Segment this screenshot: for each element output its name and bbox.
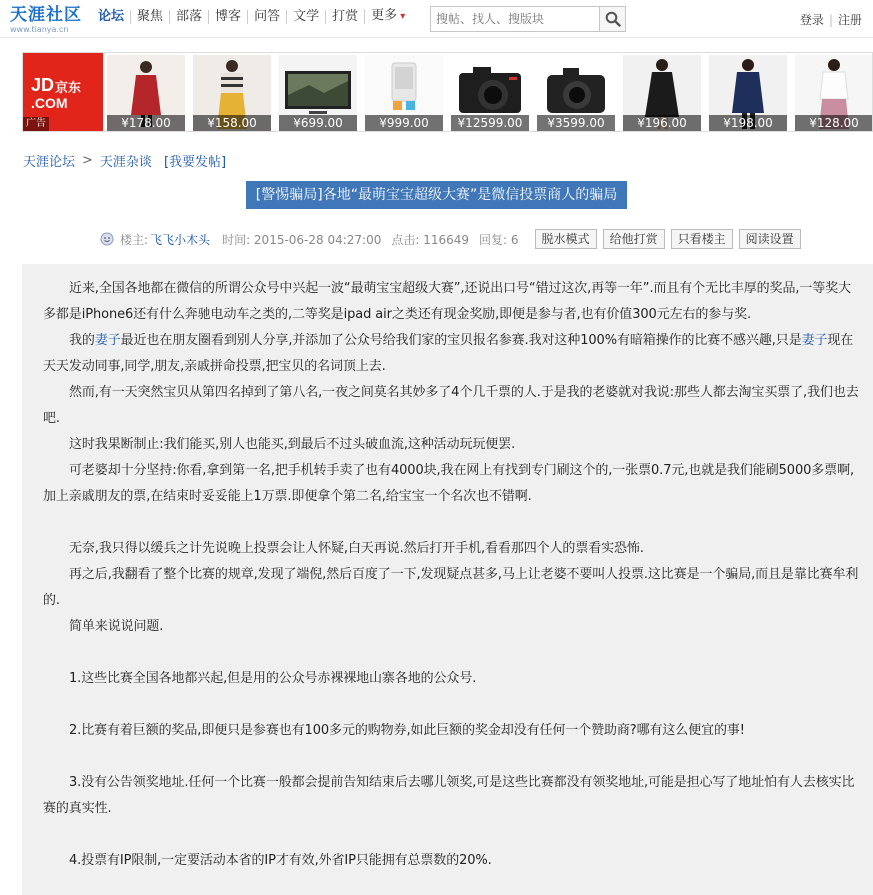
only-author-button[interactable]: 只看楼主 <box>671 229 733 249</box>
logo-url: www.tianya.cn <box>10 25 69 34</box>
auth-divider: | <box>828 13 833 27</box>
tip-author-button[interactable]: 给他打赏 <box>603 229 665 249</box>
paragraph-text: 现在天天发动同事,同学,朋友,亲戚拼命投票,把宝贝的名词顶上去. <box>43 333 854 374</box>
post-time: 时间: 2015-06-28 04:27:00 <box>222 232 382 247</box>
paragraph-text: 最近也在朋友圈看到别人分享,并添加了公众号给我们家的宝贝报名参赛.我对这种100%有暗箱操作的比赛不感兴趣,只是 <box>120 333 802 348</box>
author-link[interactable]: 飞飞小木头 <box>150 232 211 247</box>
ad-product[interactable] <box>537 55 615 131</box>
ad-product[interactable] <box>193 55 271 131</box>
paragraph: 这时我果断制止:我们能买,别人也能买,到最后不过头破血流,这种活动玩玩便罢. <box>69 437 516 452</box>
search-button[interactable] <box>599 7 625 31</box>
product-price: ¥128.00 <box>795 115 873 131</box>
paragraph: 无奈,我只得以缓兵之计先说晚上投票会让人怀疑,白天再说.然后打开手机,看看那四个人的票看实恐怖. <box>69 541 644 556</box>
search-input[interactable] <box>431 7 599 31</box>
breadcrumb-separator: > <box>82 153 93 168</box>
jd-brand-com: .COM <box>31 95 68 111</box>
nav-item-forum[interactable]: 论坛 <box>98 8 125 24</box>
post-title: [警惕骗局]各地“最萌宝宝超级大赛”是微信投票商人的骗局 <box>246 181 627 209</box>
paragraph: 近来,全国各地都在微信的所谓公众号中兴起一波“最萌宝宝超级大赛”,还说出口号“错过这次,再等一年”.而且有个无比丰厚的奖品,一等奖大多都是iPhone6还有什么奔驰电动车之类的,二等奖是ipad air之类还有现金奖励,即便是参与者,也有价值300元左右的参与奖. <box>43 281 852 322</box>
product-price: ¥198.00 <box>709 115 787 131</box>
paragraph: 1.这些比赛全国各地都兴起,但是用的公众号赤裸裸地山寨各地的公众号. <box>69 671 477 686</box>
paragraph: 然而,有一天突然宝贝从第四名掉到了第八名,一夜之间莫名其妙多了4个几千票的人.于是我的老婆就对我说:那些人都去淘宝买票了,我们也去吧. <box>43 385 859 426</box>
ad-product[interactable] <box>795 55 873 131</box>
top-navigation-bar <box>0 0 873 38</box>
ad-label: 广告 <box>23 117 49 131</box>
post-meta <box>100 229 801 249</box>
ad-product[interactable] <box>365 55 443 131</box>
paragraph: 4.投票有IP限制,一定要活动本省的IP才有效,外省IP只能拥有总票数的20%. <box>69 853 492 868</box>
click-count: 点击: 116649 <box>391 232 470 247</box>
ad-product[interactable] <box>451 55 529 131</box>
product-price: ¥3599.00 <box>537 115 615 131</box>
nav-item-focus[interactable]: 聚焦 <box>130 10 169 24</box>
nav-item-blog[interactable]: 博客 <box>208 10 247 24</box>
paragraph: 简单来说说问题. <box>69 619 164 634</box>
blank-line <box>43 822 861 848</box>
nav-item-literature[interactable]: 文学 <box>286 10 325 24</box>
ad-product[interactable] <box>623 55 701 131</box>
product-price: ¥158.00 <box>193 115 271 131</box>
paragraph: 3.没有公告领奖地址.任何一个比赛一般都会提前告知结束后去哪儿领奖,可是这些比赛都没有领奖地址,可能是担心写了地址怕有人去核实比赛的真实性. <box>43 775 855 816</box>
dehydrate-mode-button[interactable]: 脱水模式 <box>535 229 597 249</box>
nav-item-more[interactable]: 更多 ▾ <box>364 9 411 24</box>
breadcrumb-forum-link[interactable]: 天涯论坛 <box>23 155 76 170</box>
paragraph-text: 我的 <box>69 333 95 348</box>
jd-ad-banner[interactable] <box>22 52 873 132</box>
paragraph: 再之后,我翻看了整个比赛的规章,发现了端倪,然后百度了一下,发现疑点甚多,马上让老婆不要叫人投票.这比赛是一个骗局,而且是靠比赛牟利的. <box>43 567 859 608</box>
breadcrumb <box>23 151 226 170</box>
search-box <box>430 6 626 32</box>
paragraph: 2.比赛有着巨额的奖品,即便只是参赛也有100多元的购物券,如此巨额的奖金却没有任何一个赞助商?哪有这么便宜的事! <box>69 723 745 738</box>
product-price: ¥178.00 <box>107 115 185 131</box>
nav-item-qa[interactable]: 问答 <box>247 10 286 24</box>
nav-item-reward[interactable]: 打赏 <box>325 10 364 24</box>
ad-product[interactable] <box>107 55 185 131</box>
jd-brand-cn: 京东 <box>55 81 82 96</box>
login-link[interactable]: 登录 <box>799 13 824 27</box>
new-post-link[interactable]: [我要发帖] <box>163 155 227 170</box>
search-icon <box>605 11 621 27</box>
product-price: ¥196.00 <box>623 115 701 131</box>
smiley-icon <box>100 232 114 246</box>
keyword-link[interactable]: 妻子 <box>801 333 828 348</box>
blank-line <box>43 744 861 770</box>
blank-line <box>43 692 861 718</box>
ad-product[interactable] <box>279 55 357 131</box>
logo-text: 天涯社区 <box>10 5 82 25</box>
signup-link[interactable]: 注册 <box>837 13 862 27</box>
reading-settings-button[interactable]: 阅读设置 <box>739 229 801 249</box>
reply-count: 回复: 6 <box>479 232 519 247</box>
keyword-link[interactable]: 妻子 <box>94 333 121 348</box>
ad-product[interactable] <box>709 55 787 131</box>
breadcrumb-board-link[interactable]: 天涯杂谈 <box>99 155 152 170</box>
post-title-wrap <box>0 181 873 209</box>
paragraph: 可老婆却十分坚持:你看,拿到第一名,把手机转手卖了也有4000块,我在网上有找到专门刷这个的,一张票0.7元,也就是我们能刷5000多票啊,加上亲戚朋友的票,在结束时妥妥能上1万票.即便拿个第二名,给宝宝一个名次也不错啊. <box>43 463 855 504</box>
nav-item-tribe[interactable]: 部落 <box>169 10 208 24</box>
product-price: ¥999.00 <box>365 115 443 131</box>
author-label: 楼主: <box>120 232 149 247</box>
product-price: ¥699.00 <box>279 115 357 131</box>
ad-product-list <box>107 55 873 131</box>
blank-line <box>43 510 861 536</box>
tianya-logo[interactable] <box>10 5 90 35</box>
jd-brand-mark: JD <box>31 75 55 95</box>
blank-line <box>43 640 861 666</box>
main-nav <box>98 9 411 24</box>
product-price: ¥12599.00 <box>451 115 529 131</box>
paragraph <box>43 328 861 380</box>
auth-links <box>795 11 867 28</box>
post-body <box>22 264 873 895</box>
